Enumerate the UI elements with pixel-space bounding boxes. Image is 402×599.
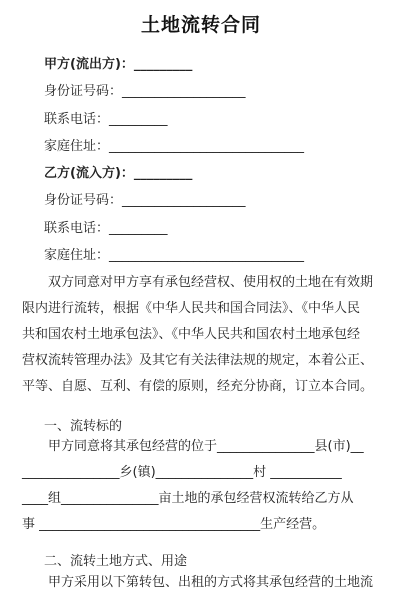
intro-paragraph: [22, 270, 382, 400]
section-2-line: 甲方采用以下第转包、出租的方式将其承包经营的土地流: [22, 575, 374, 590]
section-1-paragraph: [22, 434, 382, 538]
intro-line: 平等、自愿、互利、有偿的原则，经充分协商，订立本合同。: [22, 379, 374, 394]
contract-title: 土地流转合同: [140, 14, 261, 36]
section-1-line: 甲方同意将其承包经营的位于_______________县(市)__: [22, 439, 364, 454]
intro-line: 双方同意对甲方享有承包经营权、使用权的土地在有效期: [22, 275, 374, 290]
section-1-title: 一、流转标的: [44, 419, 123, 434]
intro-line: 限内进行流转，根据《中华人民共和国合同法》、《中华人民: [22, 301, 361, 316]
party-b-address-field: 家庭住址：______________________________: [44, 248, 305, 263]
intro-line: 共和国农村土地承包法》、《中华人民共和国农村土地承包经: [22, 327, 361, 342]
section-2-title: 二、流转土地方式、用途: [44, 554, 188, 569]
section-1-line: 事 __________________________________生产经营。: [22, 517, 326, 532]
section-1-line: _______________乡(镇)_______________村 ___________: [22, 465, 342, 480]
party-b-phone-field: 联系电话：_________: [44, 221, 168, 236]
party-a-id-field: 身份证号码：___________________: [44, 84, 246, 99]
section-1-line: ____组_______________亩土地的承包经营权流转给乙方从: [22, 491, 354, 506]
party-a-address-field: 家庭住址：______________________________: [44, 139, 305, 154]
intro-line: 营权流转管理办法》及其它有关法律法规的规定，本着公正、: [22, 353, 374, 368]
section-2-paragraph: [22, 570, 382, 596]
party-b-id-field: 身份证号码：___________________: [44, 193, 246, 208]
party-a-phone-field: 联系电话：_________: [44, 112, 168, 127]
party-a-heading: 甲方(流出方)：_________: [44, 57, 193, 72]
party-b-heading: 乙方(流入方)：_________: [44, 166, 193, 181]
